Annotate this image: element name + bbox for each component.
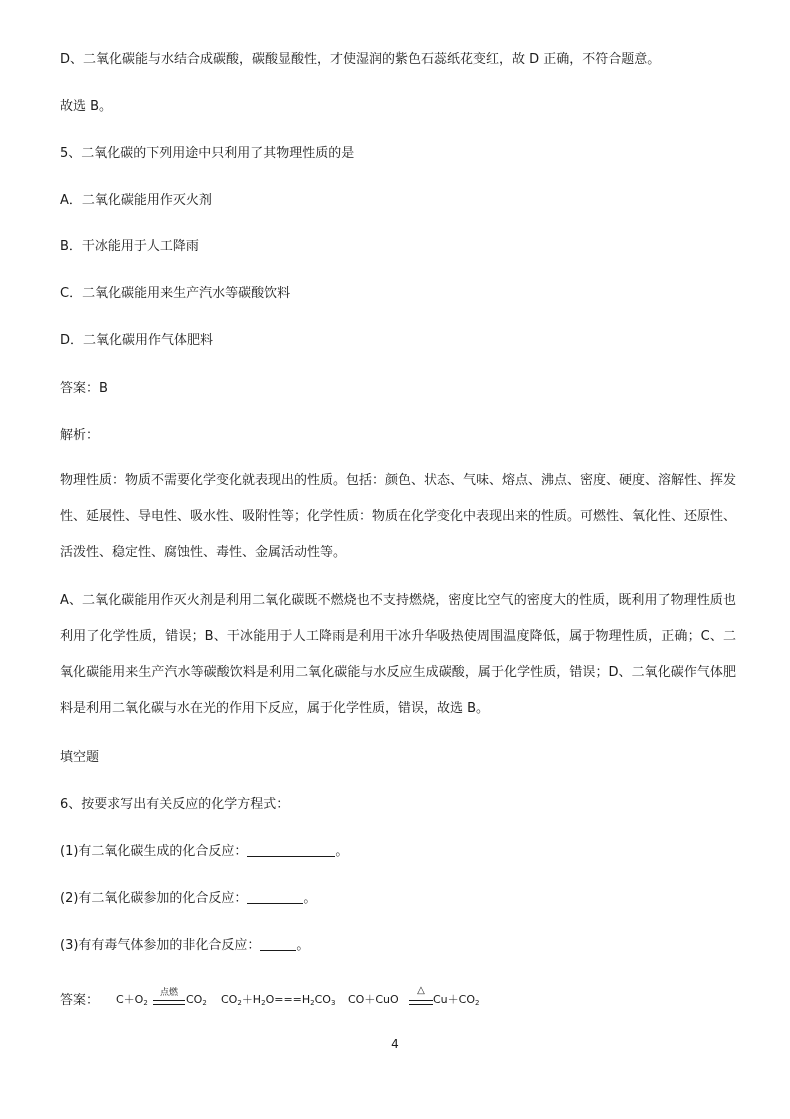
equation-3-products: $Cu+CO_2$ (433, 993, 480, 1007)
question-5-option-c: C．二氧化碳能用来生产汽水等碳酸饮料 (60, 286, 291, 301)
question-5-analysis-paragraph-2: A、二氧化碳能用作灭火剂是利用二氧化碳既不燃烧也不支持燃烧，密度比空气的密度大的性质，既利用了物理性质也利用了化学性质，错误；B、干冰能用于人工降雨是利用干冰升华吸热使周围温度降低，属于物理性质，正确；C、二氧化碳能用来生产汽水等碳酸饮料是利用二氧化碳能与水反应生成碳酸，属于化学性质，错误；D、二氧化碳作气体肥料是利用二氧化碳与水在光的作用下反应，属于化学性质，错误，故选 B。 (60, 593, 736, 716)
question-6-item-1 (60, 843, 740, 861)
equation-1-product: $CO_2$ (186, 993, 207, 1007)
equation-1-reactants: $C+O_2$ (116, 993, 148, 1007)
answer-blank-3 (260, 937, 296, 951)
question-6-item-2-period: 。 (303, 891, 317, 906)
equation-3-reactants: CO＋CuO (348, 993, 399, 1006)
question-6-item-3-period: 。 (296, 938, 310, 953)
question-5-stem: 5、二氧化碳的下列用途中只利用了其物理性质的是 (60, 146, 355, 161)
question-6-item-2 (60, 890, 740, 908)
equation-1-equals-sign (153, 1000, 185, 1005)
question-5-option-d: D．二氧化碳用作气体肥料 (60, 333, 214, 348)
answer-blank-2 (247, 890, 303, 904)
equation-3-equals-sign (409, 1000, 433, 1005)
question-6-item-1-period: 。 (335, 844, 349, 859)
question-6-item-3-text: (3)有有毒气体参加的非化合反应： (60, 938, 261, 953)
heat-triangle-icon: △ (417, 985, 425, 996)
equation-2: $CO_2+H_2O===H_2CO_3$ (221, 993, 336, 1007)
section-heading-fill-in: 填空题 (60, 750, 100, 765)
question-5-option-a: A．二氧化碳能用作灭火剂 (60, 193, 212, 208)
question-6-answer-label: 答案： (60, 993, 100, 1008)
question-5-analysis-paragraph-1: 物理性质：物质不需要化学变化就表现出的性质。包括：颜色、状态、气味、熔点、沸点、密度、硬度、溶解性、挥发性、延展性、导电性、吸水性、吸附性等；化学性质：物质在化学变化中表现出来的性质。可燃性、氧化性、还原性、活泼性、稳定性、腐蚀性、毒性、金属活动性等。 (60, 473, 737, 560)
question-5-answer: 答案：B (60, 381, 108, 396)
choice-statement: 故选 B。 (60, 99, 113, 114)
question-6-item-3 (60, 937, 740, 955)
option-d-explanation: D、二氧化碳能与水结合成碳酸，碳酸显酸性，才使湿润的紫色石蕊纸花变红，故 D 正确，不符合题意。 (60, 52, 661, 67)
question-6-stem: 6、按要求写出有关反应的化学方程式： (60, 797, 290, 812)
equation-1-condition: 点燃 (159, 988, 178, 998)
question-5-option-b: B．干冰能用于人工降雨 (60, 239, 199, 254)
page-number: 4 (391, 1037, 399, 1051)
question-5-analysis-label: 解析： (60, 428, 100, 443)
answer-blank-1 (247, 843, 335, 857)
question-6-item-2-text: (2)有二氧化碳参加的化合反应： (60, 891, 248, 906)
question-6-item-1-text: (1)有二氧化碳生成的化合反应： (60, 844, 248, 859)
